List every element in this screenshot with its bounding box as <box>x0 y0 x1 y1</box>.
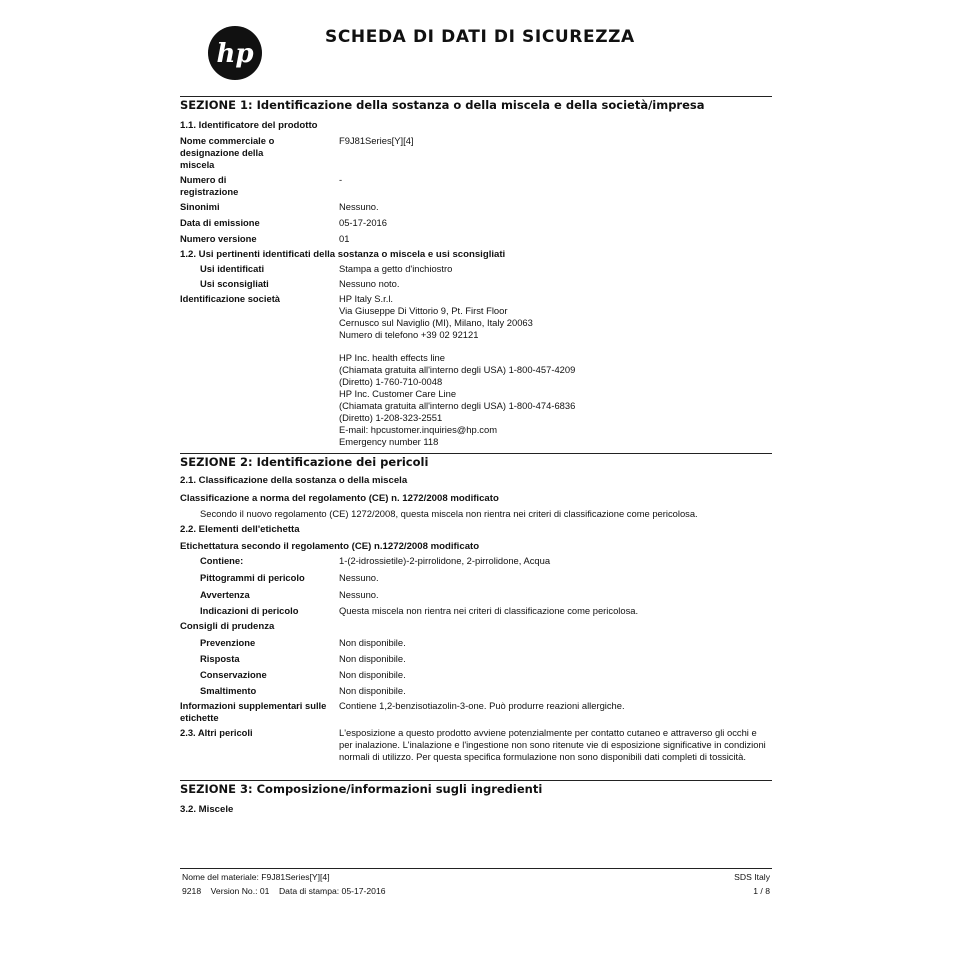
contact-line: (Chiamata gratuita all'interno degli USA) 1-800-457-4209 <box>339 364 576 375</box>
disposal-value: Non disponibile. <box>339 685 406 696</box>
synonyms-value: Nessuno. <box>339 201 379 212</box>
contact-line: (Chiamata gratuita all'interno degli USA) 1-800-474-6836 <box>339 400 576 411</box>
response-label: Risposta <box>200 653 240 664</box>
issue-date-value: 05-17-2016 <box>339 217 387 228</box>
classification-heading: Classificazione a norma del regolamento (CE) n. 1272/2008 modificato <box>180 493 499 504</box>
pictograms-value: Nessuno. <box>339 572 379 583</box>
email-line: E-mail: hpcustomer.inquiries@hp.com <box>339 424 498 435</box>
document-title: SCHEDA DI DATI DI SICUREZZA <box>325 27 635 44</box>
footer-material-name: Nome del materiale: F9J81Series[Y][4] <box>182 872 330 882</box>
contact-line: (Diretto) 1-208-323-2551 <box>339 412 443 423</box>
company-line: Cernusco sul Naviglio (MI), Milano, Italy 20063 <box>339 317 533 328</box>
hazard-statements-value: Questa miscela non rientra nei criteri di classificazione come pericolosa. <box>339 605 639 616</box>
signal-word-value: Nessuno. <box>339 589 379 600</box>
response-value: Non disponibile. <box>339 653 406 664</box>
trade-name-value: F9J81Series[Y][4] <box>339 135 414 146</box>
section-2-1-heading: 2.1. Classificazione della sostanza o della miscela <box>180 475 408 486</box>
hp-logo-text: hp <box>216 39 254 69</box>
version-label: Numero versione <box>180 233 257 244</box>
labelling-heading: Etichettatura secondo il regolamento (CE) n.1272/2008 modificato <box>180 541 480 552</box>
version-value: 01 <box>339 233 350 244</box>
synonyms-label: Sinonimi <box>180 201 220 212</box>
company-address <box>339 293 774 448</box>
section-2-2-heading: 2.2. Elementi dell'etichetta <box>180 524 300 535</box>
hazard-statements-label: Indicazioni di pericolo <box>200 605 299 616</box>
identified-uses-value: Stampa a getto d'inchiostro <box>339 263 453 274</box>
prevention-value: Non disponibile. <box>339 637 406 648</box>
section-1-title: SEZIONE 1: Identificazione della sostanza o della miscela e della società/impresa <box>180 96 772 113</box>
disposal-label: Smaltimento <box>200 685 257 696</box>
classification-text: Secondo il nuovo regolamento (CE) 1272/2008, questa miscela non rientra nei criteri di classificazione come pericolosa. <box>200 508 698 519</box>
page-footer <box>180 868 772 896</box>
storage-value: Non disponibile. <box>339 669 406 680</box>
contains-value: 1-(2-idrossietile)-2-pirrolidone, 2-pirrolidone, Acqua <box>339 555 551 566</box>
advised-against-value: Nessuno noto. <box>339 278 400 289</box>
prevention-label: Prevenzione <box>200 637 256 648</box>
supplementary-info-value: Contiene 1,2-benzisotiazolin-3-one. Può produrre reazioni allergiche. <box>339 700 625 711</box>
company-label: Identificazione società <box>180 293 281 304</box>
company-line: Via Giuseppe Di Vittorio 9, Pt. First Floor <box>339 305 508 316</box>
footer-country: SDS Italy <box>734 872 770 882</box>
section-1-1-heading: 1.1. Identificatore del prodotto <box>180 120 318 131</box>
contact-line: (Diretto) 1-760-710-0048 <box>339 376 443 387</box>
identified-uses-label: Usi identificati <box>200 263 265 274</box>
advised-against-label: Usi sconsigliati <box>200 278 269 289</box>
storage-label: Conservazione <box>200 669 267 680</box>
emergency-line: Emergency number 118 <box>339 436 439 447</box>
contains-label: Contiene: <box>200 555 244 566</box>
company-line: HP Italy S.r.l. <box>339 293 394 304</box>
section-2-title: SEZIONE 2: Identificazione dei pericoli <box>180 453 772 470</box>
page-number: 1 / 8 <box>753 886 770 896</box>
other-hazards-label: 2.3. Altri pericoli <box>180 727 253 738</box>
contact-line: HP Inc. Customer Care Line <box>339 388 457 399</box>
precautionary-heading: Consigli di prudenza <box>180 621 275 632</box>
supplementary-info-label: Informazioni supplementari sulle etichette <box>180 700 327 723</box>
section-1-2-heading: 1.2. Usi pertinenti identificati della sostanza o miscela e usi sconsigliati <box>180 249 506 260</box>
section-3-2-heading: 3.2. Miscele <box>180 804 234 815</box>
pictograms-label: Pittogrammi di pericolo <box>200 572 305 583</box>
issue-date-label: Data di emissione <box>180 217 260 228</box>
registration-label: Numero di registrazione <box>180 174 239 197</box>
trade-name-label: Nome commerciale o designazione della miscela <box>180 135 275 170</box>
footer-meta: 9218 Version No.: 01 Data di stampa: 05-17-2016 <box>182 886 386 896</box>
section-3-title: SEZIONE 3: Composizione/informazioni sugli ingredienti <box>180 780 772 797</box>
contact-line: HP Inc. health effects line <box>339 352 445 363</box>
hp-logo <box>207 25 263 81</box>
signal-word-label: Avvertenza <box>200 589 250 600</box>
other-hazards-value: L'esposizione a questo prodotto avviene potenzialmente per contatto cutaneo e attraverso gli occhi e per inalazione. L'inalazione e l'ingestione non sono ritenute vie di esposizione significative in condizioni normali di utilizzo. Per questa specifica formulazione non sono disponibili dati completi di tossicità. <box>339 727 766 762</box>
registration-value: - <box>339 174 343 185</box>
company-line: Numero di telefono +39 02 92121 <box>339 329 479 340</box>
